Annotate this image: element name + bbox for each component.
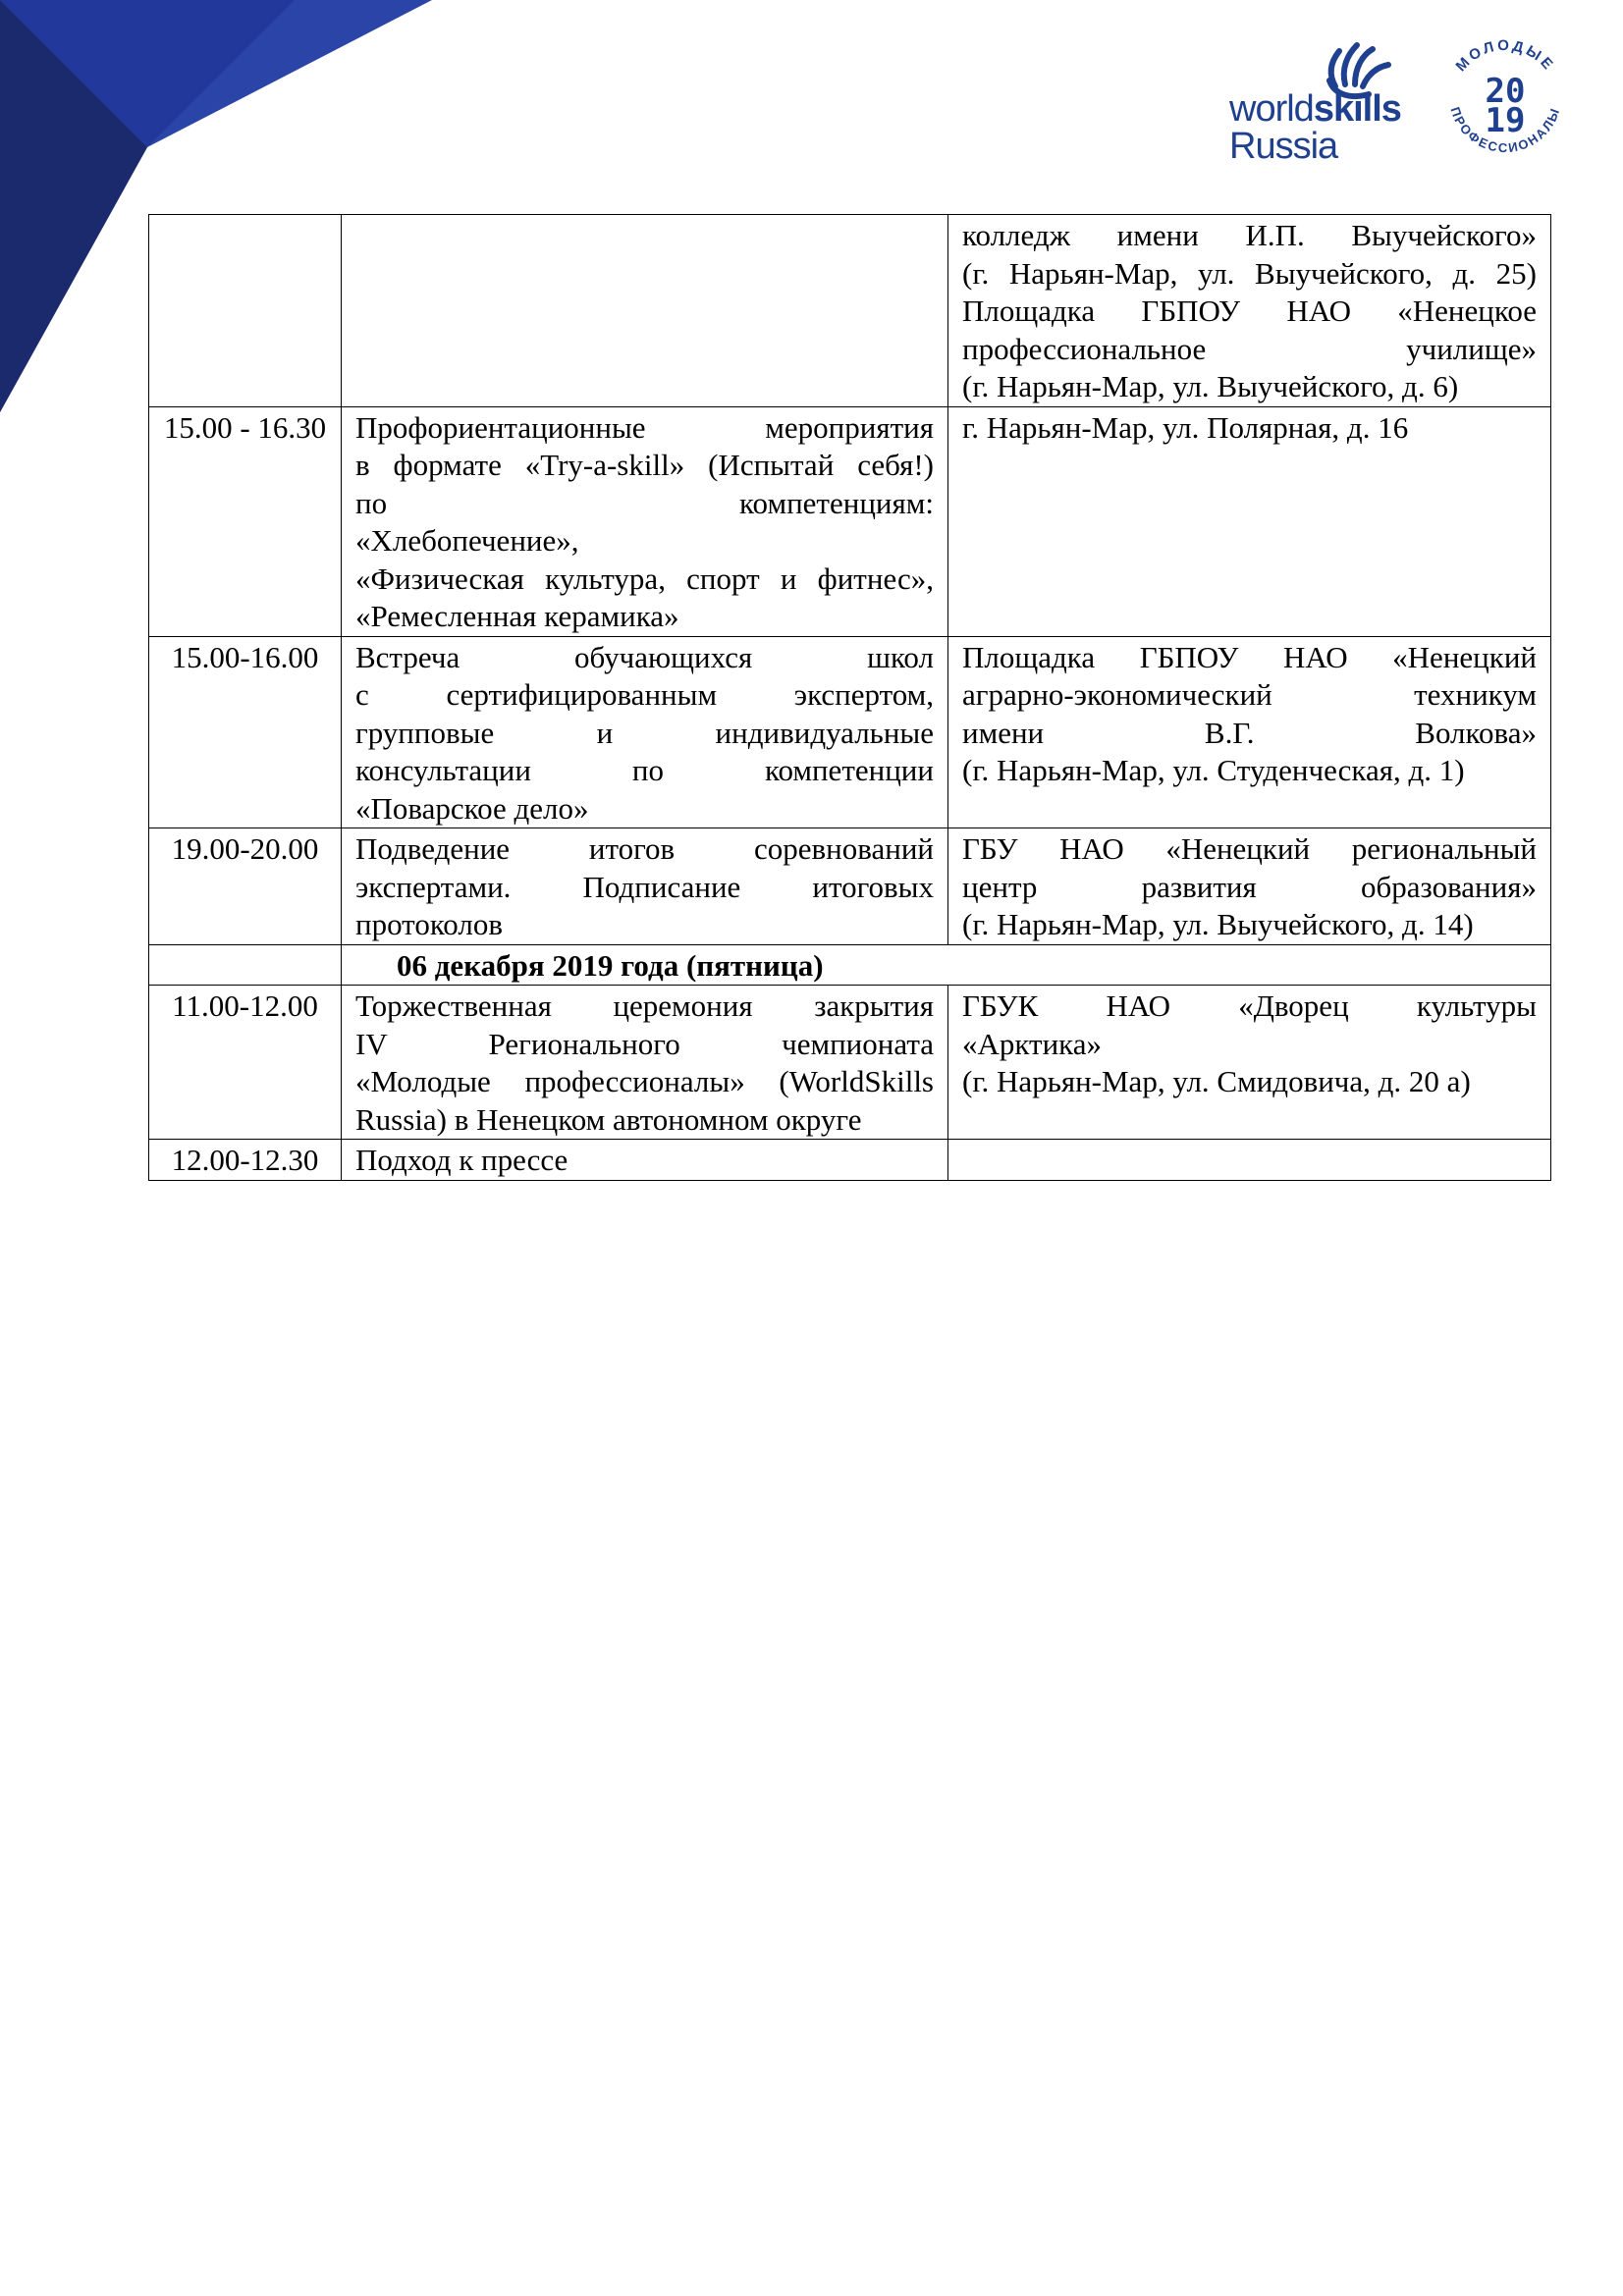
venue-cell: [948, 828, 1551, 945]
event-cell: [342, 828, 948, 945]
molodye-professionaly-seal: [1432, 26, 1579, 173]
brand-wordmark: worldskills: [1229, 88, 1401, 130]
event-line: в формате «Try-a-skill» (Испытай себя!): [355, 448, 934, 482]
table-row: [149, 1140, 1551, 1181]
venue-line: колледж имени И.П. Выучейского»: [962, 218, 1537, 252]
event-line: групповые и индивидуальные: [355, 715, 934, 750]
venue-line: Площадка ГБПОУ НАО «Ненецкий: [962, 639, 1537, 674]
venue-line: аграрно-экономический техникум: [962, 677, 1537, 712]
venue-cell: [948, 406, 1551, 636]
venue-line: «Арктика»: [962, 1026, 1103, 1061]
event-line: Russia) в Ненецком автономном округе: [355, 1101, 862, 1137]
event-cell: [342, 406, 948, 636]
venue-line: центр развития образования»: [962, 869, 1537, 904]
svg-text:20: 20: [1485, 72, 1526, 111]
event-line: «Поварское дело»: [355, 790, 589, 826]
time-cell: 11.00-12.00: [149, 986, 342, 1140]
venue-line: (г. Нарьян-Мар, ул. Выучейского, д. 6): [962, 369, 1459, 403]
table-row: [149, 215, 1551, 407]
event-line: Профориентационные мероприятия: [355, 409, 934, 445]
event-cell: [342, 636, 948, 828]
venue-cell: [948, 636, 1551, 828]
event-line: по компетенциям:: [355, 485, 934, 520]
event-line: Встреча обучающихся школ: [355, 639, 934, 674]
svg-text:19: 19: [1485, 101, 1526, 140]
day-heading: 06 декабря 2019 года (пятница): [342, 944, 1551, 986]
svg-text:ПРОФЕССИОНАЛЫ: ПРОФЕССИОНАЛЫ: [1447, 104, 1563, 156]
event-line: протоколов: [355, 907, 504, 941]
venue-line: (г. Нарьян-Мар, ул. Студенческая, д. 1): [962, 753, 1465, 787]
schedule-body: [149, 215, 1551, 1181]
event-line: «Физическая культура, спорт и фитнес»,: [355, 561, 934, 596]
brand-country: Russia: [1229, 126, 1338, 167]
event-line: Подведение итогов соревнований: [355, 831, 934, 866]
svg-text:МОЛОДЫЕ: МОЛОДЫЕ: [1452, 36, 1558, 76]
venue-line: (г. Нарьян-Мар, ул. Выучейского, д. 14): [962, 907, 1474, 941]
table-row: [149, 636, 1551, 828]
schedule-table: [148, 214, 1551, 1181]
event-line: «Молодые профессионалы» (WorldSkills: [355, 1064, 934, 1098]
time-cell: 15.00-16.00: [149, 636, 342, 828]
time-cell: 12.00-12.30: [149, 1140, 342, 1181]
event-line: IV Регионального чемпионата: [355, 1026, 934, 1061]
venue-line: ГБУК НАО «Дворец культуры: [962, 988, 1537, 1023]
venue-line: г. Нарьян-Мар, ул. Полярная, д. 16: [962, 409, 1409, 445]
time-cell: [149, 215, 342, 407]
event-line: консультации по компетенции: [355, 753, 934, 787]
venue-line: (г. Нарьян-Мар, ул. Смидовича, д. 20 а): [962, 1064, 1471, 1098]
venue-line: (г. Нарьян-Мар, ул. Выучейского, д. 25): [962, 255, 1537, 291]
venue-cell: [948, 986, 1551, 1140]
day-heading-row: [149, 944, 1551, 986]
time-cell: 19.00-20.00: [149, 828, 342, 945]
event-cell: [342, 986, 948, 1140]
venue-line: ГБУ НАО «Ненецкий региональный: [962, 831, 1537, 866]
event-line: «Ремесленная керамика»: [355, 599, 679, 633]
table-row: [149, 828, 1551, 945]
venue-cell: [948, 1140, 1551, 1181]
time-cell: 15.00 - 16.30: [149, 406, 342, 636]
event-line: Подход к прессе: [355, 1143, 568, 1177]
venue-line: имени В.Г. Волкова»: [962, 715, 1537, 750]
event-line: Торжественная церемония закрытия: [355, 988, 934, 1023]
event-cell: [342, 1140, 948, 1181]
event-line: «Хлебопечение»,: [355, 523, 579, 558]
table-row: [149, 406, 1551, 636]
event-line: с сертифицированным экспертом,: [355, 677, 934, 712]
venue-line: профессиональное училище»: [962, 331, 1537, 366]
table-row: [149, 986, 1551, 1140]
event-cell: [342, 215, 948, 407]
venue-cell: [948, 215, 1551, 407]
time-cell: [149, 944, 342, 986]
event-line: экспертами. Подписание итоговых: [355, 869, 934, 904]
venue-line: Площадка ГБПОУ НАО «Ненецкое: [962, 294, 1537, 328]
